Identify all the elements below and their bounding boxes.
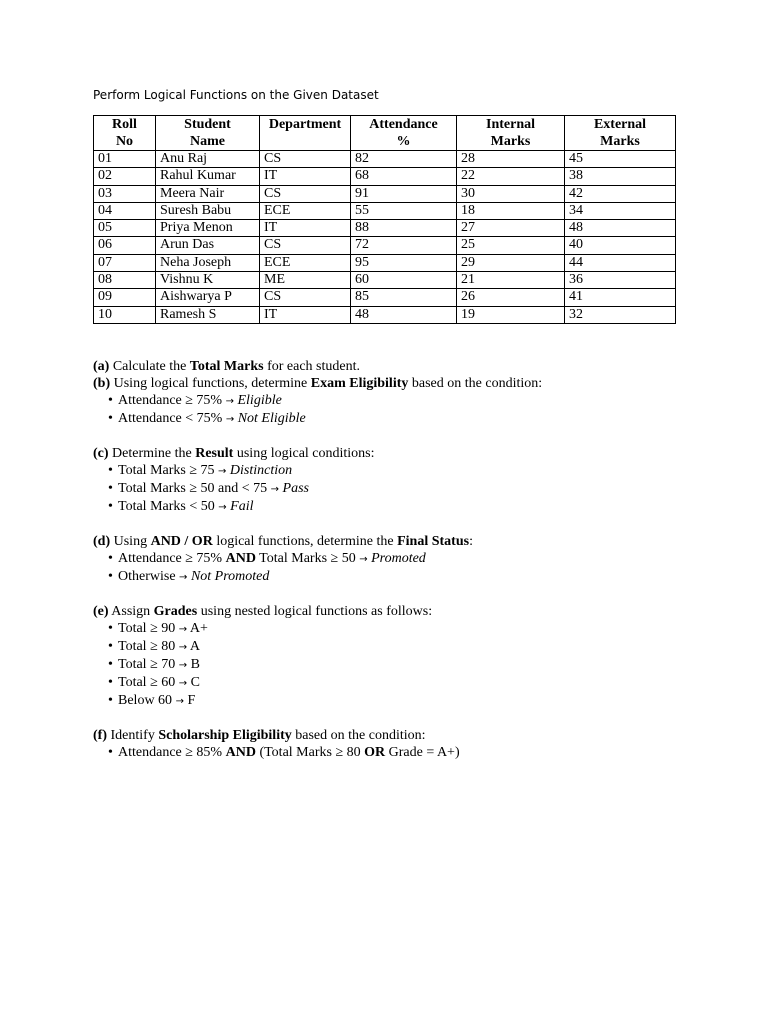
table-cell: 88 [351, 220, 457, 237]
condition-result: Distinction [229, 462, 293, 478]
condition-item [108, 656, 683, 674]
column-header-line: Internal [486, 117, 535, 132]
table-cell: Ramesh S [156, 306, 260, 323]
question-label: (d) [93, 533, 111, 549]
table-cell: 29 [457, 254, 565, 271]
table-cell: 22 [457, 168, 565, 185]
question-d-conditions [93, 550, 683, 586]
condition-item [108, 462, 683, 480]
question-text: based on the condition: [291, 727, 426, 743]
condition-item [108, 498, 683, 516]
condition-text: Total Marks < 50 [118, 498, 219, 514]
question-text: Using [110, 533, 151, 549]
right-arrow-icon: → [225, 413, 235, 425]
bullet-mark: • [108, 656, 113, 672]
column-header [457, 116, 565, 151]
condition-text: Total Marks ≥ 50 [255, 550, 360, 566]
right-arrow-icon: → [178, 641, 188, 653]
question-text: Using logical functions, determine [110, 375, 311, 391]
table-cell: IT [260, 220, 351, 237]
table-cell: 06 [94, 237, 156, 254]
right-arrow-icon: → [270, 483, 280, 495]
table-cell: ECE [260, 254, 351, 271]
condition-result: Pass [282, 480, 309, 496]
condition-text: (Total Marks ≥ 80 [255, 744, 365, 760]
table-row [94, 254, 676, 271]
document-page [93, 87, 683, 761]
table-cell: Priya Menon [156, 220, 260, 237]
condition-result: C [190, 674, 200, 690]
column-header-line: Marks [490, 134, 531, 149]
table-cell: Arun Das [156, 237, 260, 254]
table-cell: 18 [457, 202, 565, 219]
table-cell: 01 [94, 151, 156, 168]
condition-item [108, 692, 683, 710]
table-cell: 55 [351, 202, 457, 219]
column-header-line: Name [190, 134, 225, 149]
table-cell: ECE [260, 202, 351, 219]
table-row [94, 220, 676, 237]
table-cell: IT [260, 306, 351, 323]
table-cell: 85 [351, 289, 457, 306]
condition-item [108, 674, 683, 692]
right-arrow-icon: → [179, 571, 188, 583]
column-header-line: Marks [600, 134, 640, 149]
bullet-mark: • [108, 462, 113, 478]
right-arrow-icon: → [359, 553, 368, 565]
table-cell: CS [260, 289, 351, 306]
column-header-line: Department [268, 117, 342, 132]
condition-text: Total Marks ≥ 50 and < 75 [118, 480, 271, 496]
table-cell: 44 [565, 254, 676, 271]
question-text: using logical conditions: [233, 445, 375, 461]
table-row [94, 237, 676, 254]
table-cell: 09 [94, 289, 156, 306]
table-cell: 07 [94, 254, 156, 271]
table-cell: Anu Raj [156, 151, 260, 168]
question-keyword: Grades [153, 603, 198, 619]
column-header [351, 116, 457, 151]
condition-text: Attendance ≥ 75% [118, 392, 226, 408]
right-arrow-icon: → [175, 695, 184, 707]
condition-result: A [189, 638, 201, 654]
table-cell: 02 [94, 168, 156, 185]
table-cell: 28 [457, 151, 565, 168]
condition-text: Total ≥ 80 [118, 638, 179, 654]
question-e-conditions [93, 620, 683, 710]
questions-section [93, 358, 683, 761]
column-header-line: Attendance [369, 117, 438, 132]
table-cell: 82 [351, 151, 457, 168]
condition-text: Total ≥ 60 [118, 674, 179, 690]
condition-result: Not Promoted [190, 568, 270, 584]
right-arrow-icon: → [178, 677, 188, 689]
question-text: for each student. [263, 358, 360, 374]
bullet-mark: • [108, 744, 113, 760]
question-keyword: Scholarship Eligibility [158, 727, 292, 743]
table-row [94, 289, 676, 306]
table-cell: Vishnu K [156, 272, 260, 289]
condition-text: Total Marks ≥ 75 [118, 462, 219, 478]
question-keyword: Result [195, 445, 234, 461]
condition-item [108, 638, 683, 656]
table-cell: 34 [565, 202, 676, 219]
condition-result: Promoted [371, 550, 426, 566]
right-arrow-icon: → [225, 395, 234, 407]
condition-text: Attendance ≥ 85% [118, 744, 226, 760]
table-cell: 72 [351, 237, 457, 254]
question-keyword: AND / OR [150, 533, 213, 549]
table-row [94, 185, 676, 202]
column-header [565, 116, 676, 151]
table-cell: CS [260, 237, 351, 254]
student-dataset-table [93, 115, 676, 324]
table-cell: ME [260, 272, 351, 289]
table-cell: 19 [457, 306, 565, 323]
right-arrow-icon: → [178, 659, 188, 671]
table-cell: 36 [565, 272, 676, 289]
condition-item [108, 410, 683, 428]
table-header [94, 116, 676, 151]
condition-item [108, 550, 683, 568]
question-text: Assign [108, 603, 154, 619]
condition-text: Total ≥ 90 [118, 620, 179, 636]
table-cell: 95 [351, 254, 457, 271]
condition-result: Fail [230, 498, 254, 514]
bullet-mark: • [108, 692, 113, 708]
question-text: Determine the [108, 445, 196, 461]
right-arrow-icon: → [178, 623, 188, 635]
table-cell: 03 [94, 185, 156, 202]
question-f-conditions [93, 744, 683, 761]
table-cell: 48 [565, 220, 676, 237]
bullet-mark: • [108, 674, 113, 690]
column-header-line: No [115, 134, 134, 149]
table-cell: CS [260, 185, 351, 202]
table-cell: 41 [565, 289, 676, 306]
column-header [260, 116, 351, 151]
question-label: (c) [93, 445, 109, 461]
condition-keyword: OR [364, 744, 386, 760]
question-label: (a) [93, 358, 110, 374]
bullet-mark: • [108, 392, 113, 408]
table-row [94, 272, 676, 289]
condition-result: Eligible [237, 392, 282, 408]
table-cell: 40 [565, 237, 676, 254]
table-cell: CS [260, 151, 351, 168]
condition-item [108, 480, 683, 498]
question-c [93, 445, 683, 462]
table-cell: 68 [351, 168, 457, 185]
table-cell: IT [260, 168, 351, 185]
column-header [156, 116, 260, 151]
table-cell: 25 [457, 237, 565, 254]
table-cell: 48 [351, 306, 457, 323]
question-keyword: Total Marks [189, 358, 264, 374]
table-row [94, 168, 676, 185]
table-row [94, 202, 676, 219]
condition-result: A+ [189, 620, 208, 636]
bullet-mark: • [108, 550, 113, 566]
condition-keyword: AND [225, 550, 256, 566]
table-cell: Suresh Babu [156, 202, 260, 219]
bullet-mark: • [108, 638, 113, 654]
question-f [93, 727, 683, 744]
table-cell: Rahul Kumar [156, 168, 260, 185]
condition-item [108, 620, 683, 638]
question-c-conditions [93, 462, 683, 516]
column-header [94, 116, 156, 151]
table-cell: 91 [351, 185, 457, 202]
table-cell: 30 [457, 185, 565, 202]
table-cell: 45 [565, 151, 676, 168]
table-body [94, 151, 676, 324]
condition-item [108, 568, 683, 586]
table-cell: 42 [565, 185, 676, 202]
condition-result: B [190, 656, 200, 672]
condition-text: Below 60 [118, 692, 176, 708]
table-cell: 05 [94, 220, 156, 237]
page-title: Perform Logical Functions on the Given Dataset [93, 88, 379, 102]
question-b [93, 375, 683, 392]
table-cell: Meera Nair [156, 185, 260, 202]
bullet-mark: • [108, 410, 113, 426]
table-row [94, 306, 676, 323]
condition-text: Grade = A+) [385, 744, 460, 760]
table-cell: 08 [94, 272, 156, 289]
column-header-line: Roll [112, 117, 137, 132]
question-keyword: Final Status [397, 533, 470, 549]
question-text: using nested logical functions as follows: [197, 603, 433, 619]
condition-item [108, 744, 683, 761]
question-text: : [469, 533, 473, 549]
table-cell: 04 [94, 202, 156, 219]
question-label: (e) [93, 603, 109, 619]
table-cell: Aishwarya P [156, 289, 260, 306]
question-text: based on the condition: [408, 375, 543, 391]
table-cell: Neha Joseph [156, 254, 260, 271]
question-a [93, 358, 683, 375]
question-label: (f) [93, 727, 107, 743]
question-keyword: Exam Eligibility [310, 375, 409, 391]
table-cell: 32 [565, 306, 676, 323]
condition-result: Not Eligible [237, 410, 306, 426]
right-arrow-icon: → [218, 465, 227, 477]
condition-item [108, 392, 683, 410]
bullet-mark: • [108, 480, 113, 496]
table-cell: 10 [94, 306, 156, 323]
question-text: Calculate the [109, 358, 190, 374]
question-e [93, 603, 683, 620]
condition-text: Attendance ≥ 75% [118, 550, 226, 566]
question-text: logical functions, determine the [212, 533, 398, 549]
column-header-line: External [593, 117, 647, 132]
table-cell: 38 [565, 168, 676, 185]
condition-text: Attendance < 75% [118, 410, 226, 426]
condition-text: Total ≥ 70 [118, 656, 179, 672]
bullet-mark: • [108, 568, 113, 584]
table-cell: 60 [351, 272, 457, 289]
table-cell: 27 [457, 220, 565, 237]
table-row [94, 151, 676, 168]
condition-result: F [187, 692, 196, 708]
question-text: Identify [107, 727, 159, 743]
question-d [93, 533, 683, 550]
table-cell: 26 [457, 289, 565, 306]
bullet-mark: • [108, 620, 113, 636]
question-b-conditions [93, 392, 683, 428]
table-cell: 21 [457, 272, 565, 289]
column-header-line: Student [184, 117, 231, 132]
column-header-line: % [396, 134, 411, 149]
table-header-row [94, 116, 676, 151]
condition-text: Otherwise [118, 568, 180, 584]
question-label: (b) [93, 375, 111, 391]
condition-keyword: AND [225, 744, 256, 760]
bullet-mark: • [108, 498, 113, 514]
right-arrow-icon: → [218, 501, 227, 513]
